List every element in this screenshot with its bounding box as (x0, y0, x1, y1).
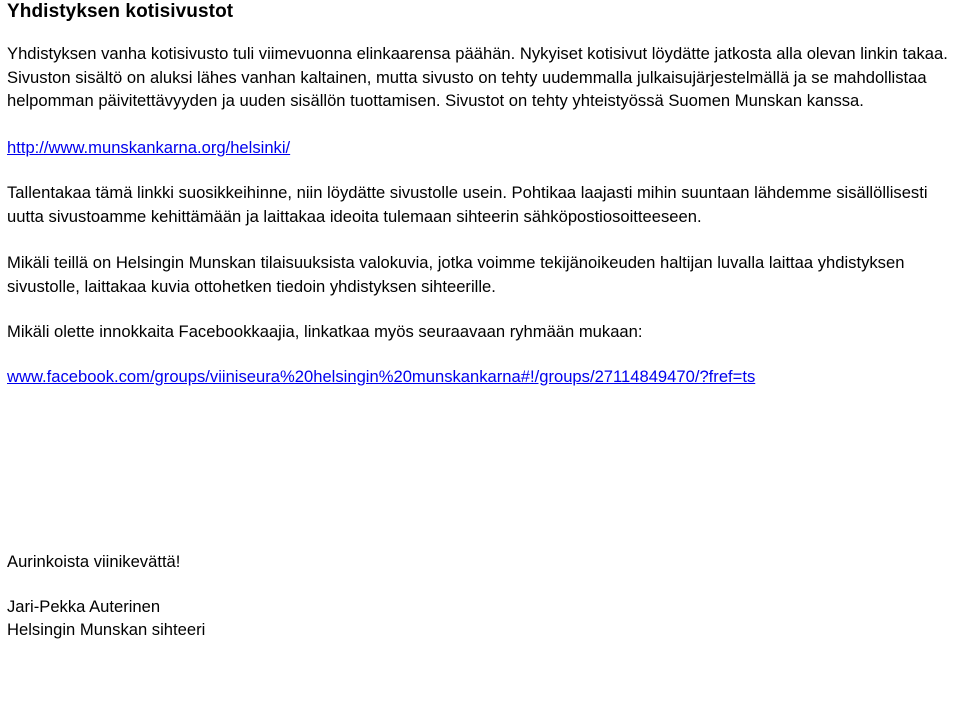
signature-name: Jari-Pekka Auterinen (7, 596, 161, 616)
page-title: Yhdistyksen kotisivustot (7, 1, 234, 22)
document-page (7, 0, 952, 642)
greeting-text: Aurinkoista viinikevättä! (7, 552, 181, 571)
facebook-link-line (7, 365, 952, 389)
bookmark-paragraph: Tallentakaa tämä linkki suosikkeihinne, niin löydätte sivustolle usein. Pohtikaa laajasti mihin suuntaan lähdemme sisällöllisesti uutta sivustoamme kehittämään ja laittakaa ideoita tulemaan sihteerin sähköpostiosoitteeseen. (7, 183, 928, 226)
website-link[interactable]: http://www.munskankarna.org/helsinki/ (7, 137, 291, 157)
website-link-line (7, 136, 952, 160)
signature-block (7, 595, 952, 642)
intro-paragraph: Yhdistyksen vanha kotisivusto tuli viimevuonna elinkaarensa päähän. Nykyiset kotisivut löydätte jatkosta alla olevan linkin takaa. Sivuston sisältö on aluksi lähes vanhan kaltainen, mutta sivusto on tehty uudemmalla julkaisujärjestelmällä ja se mahdollistaa helpomman päivitettävyyden ja uuden sisällön tuottamisen. Sivustot on tehty yhteistyössä Suomen Munskan kanssa. (7, 44, 948, 110)
photos-paragraph: Mikäli teillä on Helsingin Munskan tilaisuuksista valokuvia, jotka voimme tekijänoikeuden haltijan luvalla laittaa yhdistyksen sivustolle, laittakaa kuvia ottohetken tiedoin yhdistyksen sihteerille. (7, 253, 905, 296)
signature-role: Helsingin Munskan sihteeri (7, 620, 206, 639)
facebook-group-link[interactable]: www.facebook.com/groups/viiniseura%20helsingin%20munskankarna#!/groups/27114849470/?fref=ts (7, 366, 756, 386)
facebook-paragraph: Mikäli olette innokkaita Facebookkaajia, linkatkaa myös seuraavaan ryhmään mukaan: (7, 322, 643, 341)
